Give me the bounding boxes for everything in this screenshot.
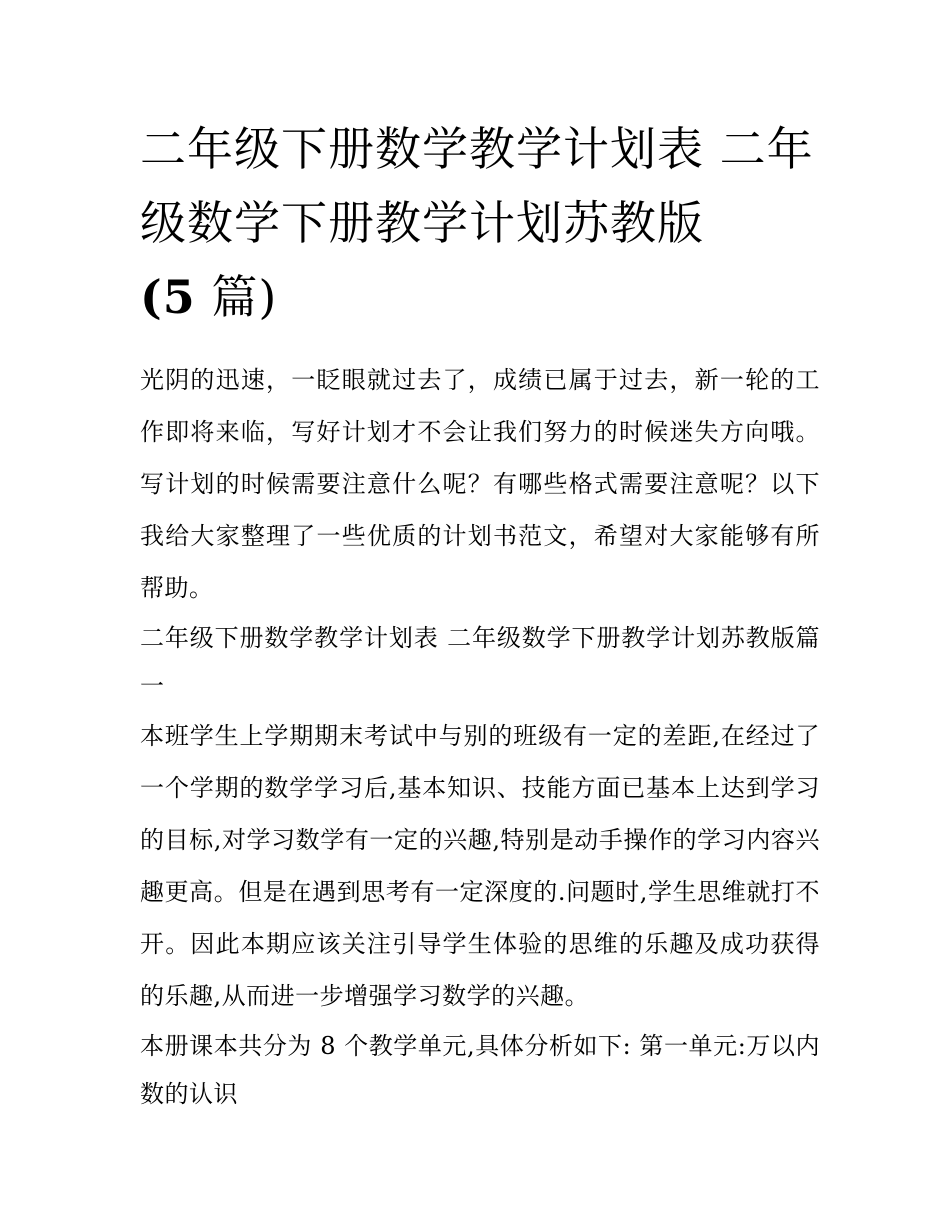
units-paragraph: 本册课本共分为 8 个教学单元,具体分析如下: 第一单元:万以内数的认识	[140, 1032, 820, 1108]
title-count: (5	[140, 270, 196, 324]
document-body	[140, 354, 820, 1118]
section-heading: 二年级下册数学教学计划表 二年级数学下册教学计划苏教版篇一	[140, 624, 820, 700]
title-main: 二年级下册数学教学计划表 二年级数学下册教学计划苏教版	[140, 122, 814, 250]
title-suffix: 篇)	[211, 270, 278, 324]
document-title	[140, 112, 820, 334]
analysis-paragraph: 本班学生上学期期末考试中与别的班级有一定的差距,在经过了一个学期的数学学习后,基本知识、技能方面已基本上达到学习的目标,对学习数学有一定的兴趣,特别是动手操作的学习内容兴趣更高。但是在遇到思考有一定深度的.问题时,学生思维就打不开。因此本期应该关注引导学生体验的思维的乐趣及成功获得的乐趣,从而进一步增强学习数学的兴趣。	[140, 722, 820, 1010]
intro-paragraph: 光阴的迅速，一眨眼就过去了，成绩已属于过去，新一轮的工作即将来临，写好计划才不会让我们努力的时候迷失方向哦。写计划的时候需要注意什么呢？有哪些格式需要注意呢？以下我给大家整理了一些优质的计划书范文，希望对大家能够有所帮助。	[140, 366, 820, 602]
